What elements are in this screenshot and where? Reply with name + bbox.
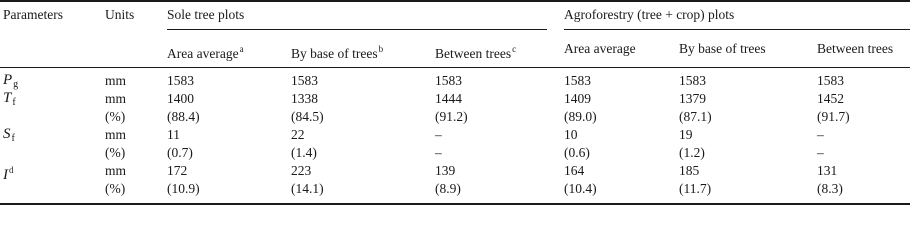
value-cell: 1379 xyxy=(679,91,706,106)
unit-cell: mm xyxy=(105,91,127,106)
value-cell: – xyxy=(817,145,824,160)
param-symbol xyxy=(3,90,16,111)
value-cell: – xyxy=(435,145,442,160)
param-subscript: g xyxy=(13,79,19,90)
value-cell: 223 xyxy=(291,163,312,178)
value-cell: (87.1) xyxy=(679,109,712,124)
value-cell: (0.7) xyxy=(167,145,193,160)
col-header-sole-by-base xyxy=(291,41,383,62)
bottom-rule xyxy=(0,203,910,205)
col-header-label: Area average xyxy=(167,46,239,61)
value-cell: (10.4) xyxy=(564,181,597,196)
value-cell: 1409 xyxy=(564,91,591,106)
col-header-label: Between trees xyxy=(435,46,512,61)
value-cell: (91.7) xyxy=(817,109,850,124)
top-rule xyxy=(0,0,910,2)
unit-cell: (%) xyxy=(105,109,126,124)
col-header-sole-between xyxy=(435,41,516,62)
value-cell: – xyxy=(817,127,824,142)
value-cell: (10.9) xyxy=(167,181,200,196)
header-rule xyxy=(0,67,910,68)
param-subscript: f xyxy=(11,133,15,144)
unit-cell: mm xyxy=(105,127,127,142)
value-cell: 1583 xyxy=(291,73,318,88)
value-cell: 1444 xyxy=(435,91,462,106)
param-letter: S xyxy=(3,126,11,142)
col-header-agro-by-base: By base of trees xyxy=(679,41,766,56)
col-header-label: By base of trees xyxy=(291,46,378,61)
value-cell: 10 xyxy=(564,127,578,142)
value-cell: 22 xyxy=(291,127,305,142)
header-units: Units xyxy=(105,7,135,22)
value-cell: – xyxy=(435,127,442,142)
value-cell: 1452 xyxy=(817,91,844,106)
value-cell: 164 xyxy=(564,163,585,178)
param-letter: I xyxy=(3,167,8,183)
col-header-agro-area-average: Area average xyxy=(564,41,636,56)
value-cell: (1.2) xyxy=(679,145,705,160)
footnote-marker: c xyxy=(512,44,517,54)
value-cell: (14.1) xyxy=(291,181,324,196)
footnote-marker: a xyxy=(239,44,244,54)
value-cell: (8.3) xyxy=(817,181,843,196)
value-cell: 172 xyxy=(167,163,188,178)
param-letter: P xyxy=(3,72,13,88)
value-cell: 19 xyxy=(679,127,693,142)
value-cell: 1583 xyxy=(564,73,591,88)
value-cell: (89.0) xyxy=(564,109,597,124)
col-header-sole-area-average xyxy=(167,41,244,62)
value-cell: 1583 xyxy=(435,73,462,88)
value-cell: 139 xyxy=(435,163,456,178)
header-group-agro: Agroforestry (tree + crop) plots xyxy=(564,7,735,22)
unit-cell: (%) xyxy=(105,145,126,160)
value-cell: 1583 xyxy=(679,73,706,88)
value-cell: (91.2) xyxy=(435,109,468,124)
value-cell: (11.7) xyxy=(679,181,712,196)
value-cell: (1.4) xyxy=(291,145,317,160)
value-cell: 1338 xyxy=(291,91,318,106)
param-subscript: f xyxy=(12,97,16,108)
value-cell: 11 xyxy=(167,127,180,142)
header-group-sole: Sole tree plots xyxy=(167,7,245,22)
param-symbol xyxy=(3,162,14,183)
value-cell: (84.5) xyxy=(291,109,324,124)
unit-cell: mm xyxy=(105,163,127,178)
footnote-marker: b xyxy=(378,44,384,54)
value-cell: (88.4) xyxy=(167,109,200,124)
agro-group-rule xyxy=(564,29,910,30)
footnote-marker: d xyxy=(9,165,14,175)
value-cell: 1583 xyxy=(817,73,844,88)
param-letter: T xyxy=(3,90,12,106)
param-symbol xyxy=(3,126,15,147)
value-cell: (8.9) xyxy=(435,181,461,196)
unit-cell: mm xyxy=(105,73,127,88)
value-cell: 185 xyxy=(679,163,700,178)
value-cell: 131 xyxy=(817,163,838,178)
unit-cell: (%) xyxy=(105,181,126,196)
value-cell: 1400 xyxy=(167,91,194,106)
value-cell: (0.6) xyxy=(564,145,590,160)
col-header-agro-between: Between trees xyxy=(817,41,894,56)
header-parameters: Parameters xyxy=(3,7,63,22)
value-cell: 1583 xyxy=(167,73,194,88)
sole-group-rule xyxy=(167,29,547,30)
